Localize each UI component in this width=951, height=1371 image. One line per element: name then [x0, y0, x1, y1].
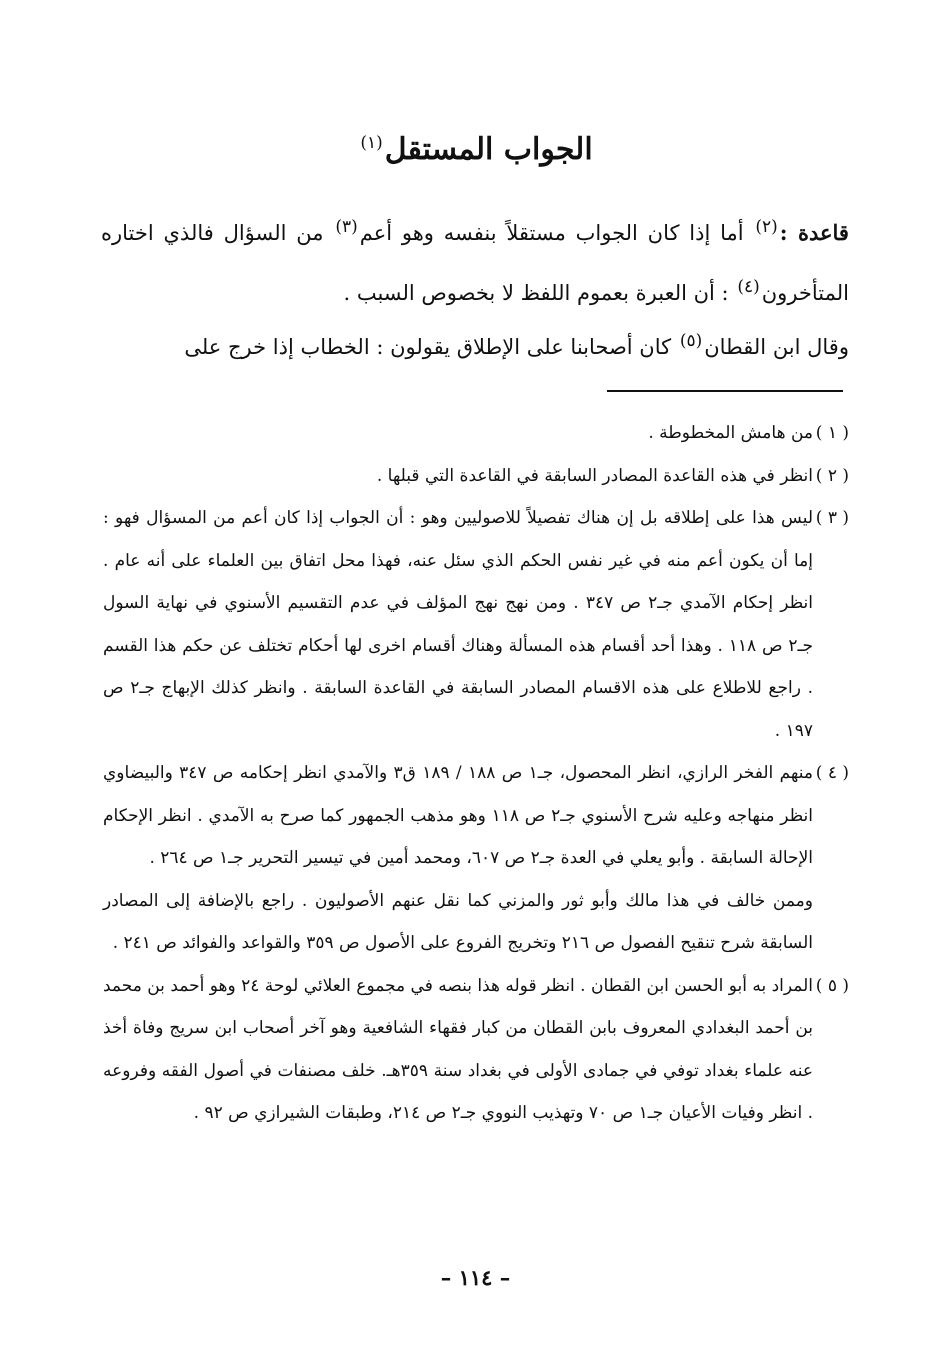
page-title	[0, 118, 951, 175]
footnote-number: ( ١ )	[815, 423, 849, 443]
footnote-number: ( ٤ )	[815, 763, 849, 783]
footnote-3	[103, 497, 849, 752]
rule-paragraph	[101, 200, 849, 320]
rule-text-part3: : أن العبرة بعموم اللفظ لا بخصوص السبب .	[343, 281, 729, 305]
footnote-number: ( ٥ )	[815, 975, 849, 996]
title-footnote-ref: (١)	[360, 133, 383, 153]
rule-text-part2: من السؤال فالذي اختاره المتأخرون	[101, 221, 849, 305]
footnotes-section	[103, 412, 849, 1135]
footnote-4	[103, 752, 849, 880]
footnote-text: من هامش المخطوطة .	[648, 423, 813, 443]
rule-keyword: قاعدة :	[779, 220, 849, 245]
footnote-number: ( ٢ )	[815, 465, 849, 486]
footnote-5	[103, 965, 849, 1135]
rule-text-part1: أما إذا كان الجواب مستقلاً بنفسه وهو أعم	[359, 221, 744, 245]
footnote-ref-3: (٣)	[335, 217, 358, 237]
footnote-ref-4: (٤)	[737, 277, 760, 297]
quote-text-part2: كان أصحابنا على الإطلاق يقولون : الخطاب إذا خرج على	[184, 335, 672, 359]
footnote-2	[103, 455, 849, 498]
footnote-text: ليس هذا على إطلاقه بل إن هناك تفصيلاً للاصوليين وهو : أن الجواب إذا كان أعم من المسؤال فهو : إما أن يكون أعم منه في غير نفس الحكم الذي سئل عنه، فهذا محل اتفاق بين العلماء على أنه عام . انظر إحكام الآمدي جـ٢ ص ٣٤٧ . ومن نهج نهج المؤلف في عدم التقسيم الأسنوي في نهاية السول جـ٢ ص ١١٨ . وهذا أحد أقسام هذه المسألة وهناك أقسام اخرى لها أحكام تختلف عن حكم هذا القسم . راجع للاطلاع على هذه الاقسام المصادر السابقة في القاعدة السابقة . وانظر كذلك الإبهاج جـ٢ ص ١٩٧ .	[103, 508, 813, 741]
footnote-4-continuation: وممن خالف في هذا مالك وأبو ثور والمزني كما نقل عنهم الأصوليون . راجع بالإضافة إلى المصادر السابقة شرح تنقيح الفصول ص ٢١٦ وتخريج الفروع على الأصول ص ٣٥٩ والقواعد والفوائد ص ٢٤١ .	[103, 890, 813, 953]
page-number: – ١١٤ –	[440, 1265, 511, 1290]
footnote-text: المراد به أبو الحسن ابن القطان . انظر قوله هذا بنصه في مجموع العلائي لوحة ٢٤ وهو أحمد بن محمد بن أحمد البغدادي المعروف بابن القطان من كبار فقهاء الشافعية وهو آخر أصحاب ابن سريج وفاة أخذ عنه علماء بغداد توفي في جمادى الأولى في بغداد سنة ٣٥٩هـ. خلف مصنفات في أصول الفقه وفروعه . انظر وفيات الأعيان جـ١ ص ٧٠ وتهذيب النووي جـ٢ ص ٢١٤، وطبقات الشيرازي ص ٩٢ .	[103, 975, 813, 1123]
footnote-ref-2: (٢)	[755, 217, 778, 237]
footnote-ref-5: (٥)	[679, 331, 703, 351]
footnote-number: ( ٣ )	[815, 508, 849, 528]
quote-paragraph	[101, 314, 849, 374]
title-text: الجواب المستقل	[384, 132, 593, 167]
footnote-1	[103, 412, 849, 455]
footnote-text: منهم الفخر الرازي، انظر المحصول، جـ١ ص ١٨٨ / ١٨٩ ق٣ والآمدي انظر إحكامه ص ٣٤٧ والبيضاوي انظر منهاجه وعليه شرح الأسنوي جـ٢ ص ١١٨ وهو مذهب الجمهور كما صرح به الآمدي . انظر الإحكام الإحالة السابقة . وأبو يعلي في العدة جـ٢ ص ٦٠٧، ومحمد أمين في تيسير التحرير جـ١ ص ٢٦٤ .	[103, 763, 813, 868]
footnote-divider	[607, 390, 843, 392]
footnote-text: انظر في هذه القاعدة المصادر السابقة في القاعدة التي قبلها .	[376, 465, 813, 486]
quote-text-part1: وقال ابن القطان	[704, 335, 849, 359]
